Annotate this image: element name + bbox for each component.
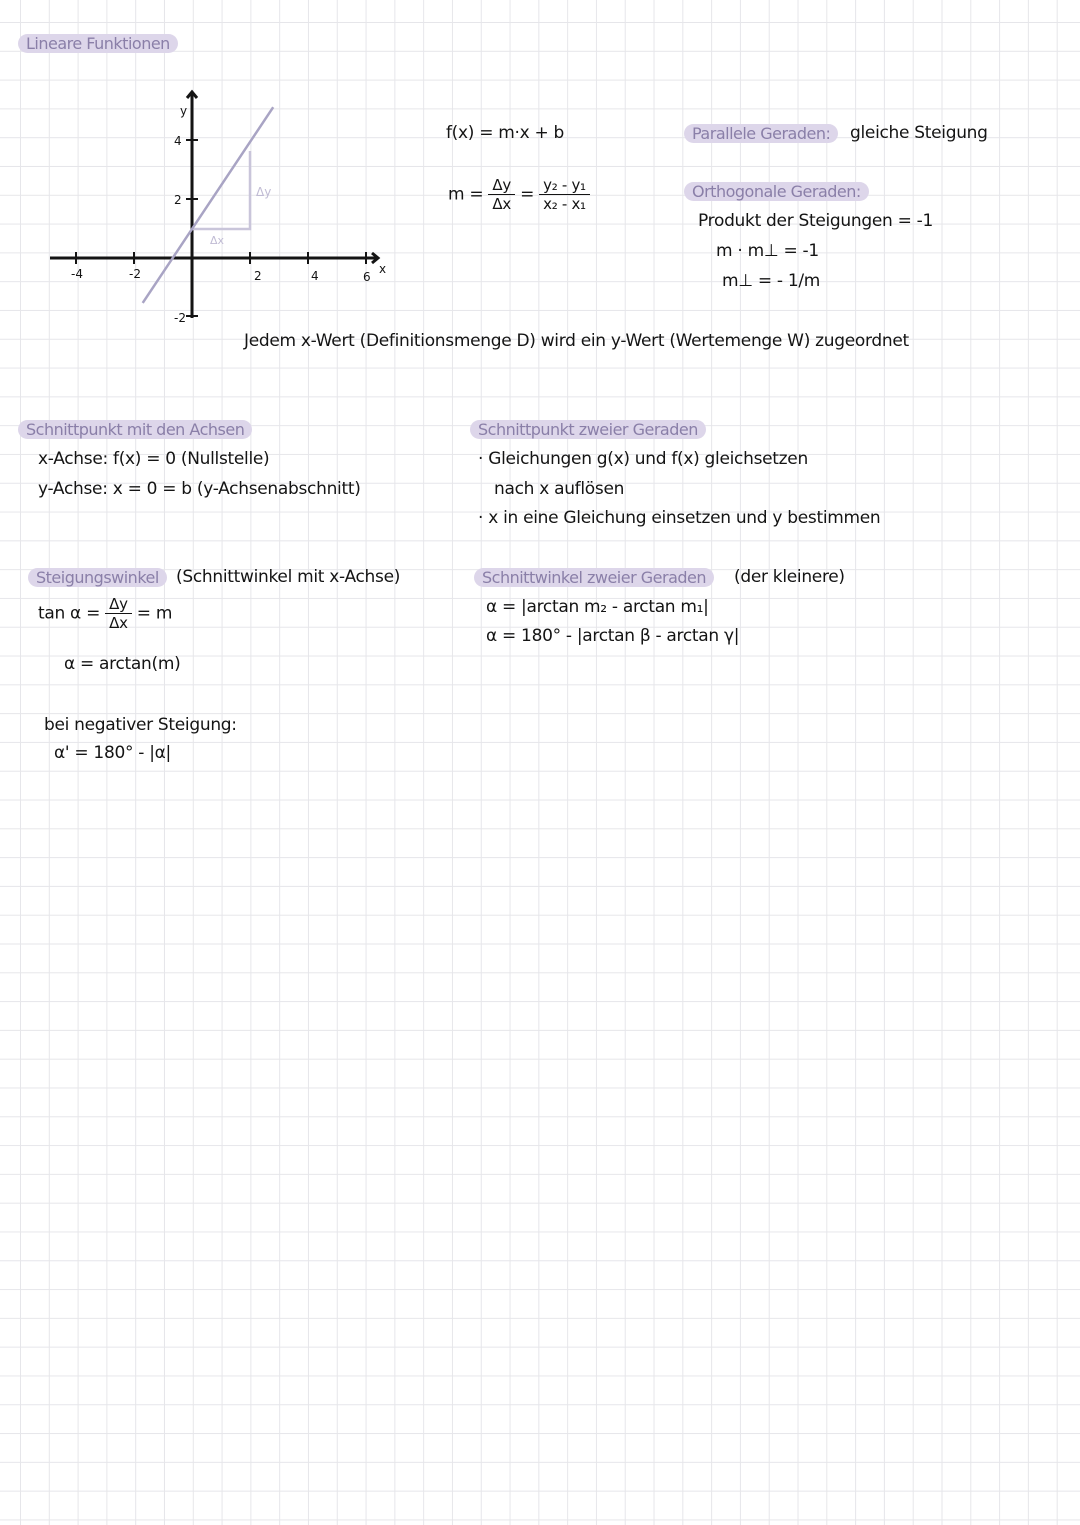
linear-function-graph [0, 0, 420, 340]
intersection-angle-formula: α = |arctan m₂ - arctan m₁| [486, 597, 709, 617]
slope-angle-heading: Steigungswinkel [28, 568, 167, 587]
intersection-angle-note: (der kleinere) [734, 567, 845, 587]
negative-slope-formula: α' = 180° - |α| [54, 743, 171, 763]
orthogonal-heading: Orthogonale Geraden: [684, 182, 869, 201]
tan-suffix: = m [136, 603, 173, 624]
denominator: Δx [109, 614, 128, 632]
numerator: Δy [488, 176, 515, 195]
equals: = [520, 184, 535, 205]
alpha-formula: α = arctan(m) [64, 654, 181, 674]
two-lines-step: nach x auflösen [494, 479, 625, 499]
y-tick-label: 2 [174, 193, 182, 207]
x-tick-label: -2 [129, 267, 141, 281]
numerator: y₂ - y₁ [539, 176, 590, 195]
numerator: Δy [105, 595, 132, 614]
axes-intersection-heading: Schnittpunkt mit den Achsen [18, 420, 252, 439]
denominator: Δx [492, 195, 511, 213]
x-tick-label: 2 [254, 269, 262, 283]
intersection-angle-heading: Schnittwinkel zweier Geraden [474, 568, 714, 587]
x-tick-label: -4 [71, 267, 83, 281]
tan-prefix: tan α = [38, 603, 101, 624]
orthogonal-line: m · m⊥ = -1 [716, 241, 819, 261]
two-lines-step: · x in eine Gleichung einsetzen und y bestimmen [478, 508, 881, 528]
axes-intersection-line: y-Achse: x = 0 = b (y-Achsenabschnitt) [38, 479, 361, 499]
slope-prefix: m = [448, 184, 484, 205]
orthogonal-line: m⊥ = - 1/m [722, 271, 821, 291]
x-tick-label: 6 [363, 270, 371, 284]
orthogonal-line: Produkt der Steigungen = -1 [698, 211, 933, 231]
two-lines-step: · Gleichungen g(x) und f(x) gleichsetzen [478, 449, 808, 469]
x-tick-label: 4 [311, 269, 319, 283]
parallel-heading: Parallele Geraden: [684, 124, 838, 143]
negative-slope-heading: bei negativer Steigung: [44, 715, 237, 735]
parallel-text: gleiche Steigung [850, 123, 988, 143]
y-axis-label: y [180, 104, 188, 118]
page-title: Lineare Funktionen [18, 34, 178, 53]
two-lines-intersection-heading: Schnittpunkt zweier Geraden [470, 420, 706, 439]
function-formula: f(x) = m·x + b [446, 123, 565, 143]
y-tick-label: -2 [174, 311, 186, 325]
delta-y-label: Δy [256, 185, 272, 199]
denominator: x₂ - x₁ [543, 195, 586, 213]
definition-text: Jedem x-Wert (Definitionsmenge D) wird ein y-Wert (Wertemenge W) zugeordnet [244, 331, 909, 351]
tan-formula [38, 595, 172, 632]
slope-angle-note: (Schnittwinkel mit x-Achse) [176, 567, 401, 587]
delta-x-label: Δx [210, 234, 225, 247]
intersection-angle-formula: α = 180° - |arctan β - arctan γ| [486, 626, 740, 646]
axes-intersection-line: x-Achse: f(x) = 0 (Nullstelle) [38, 449, 270, 469]
x-axis-label: x [379, 262, 387, 276]
y-tick-label: 4 [174, 134, 182, 148]
slope-formula [448, 176, 590, 213]
